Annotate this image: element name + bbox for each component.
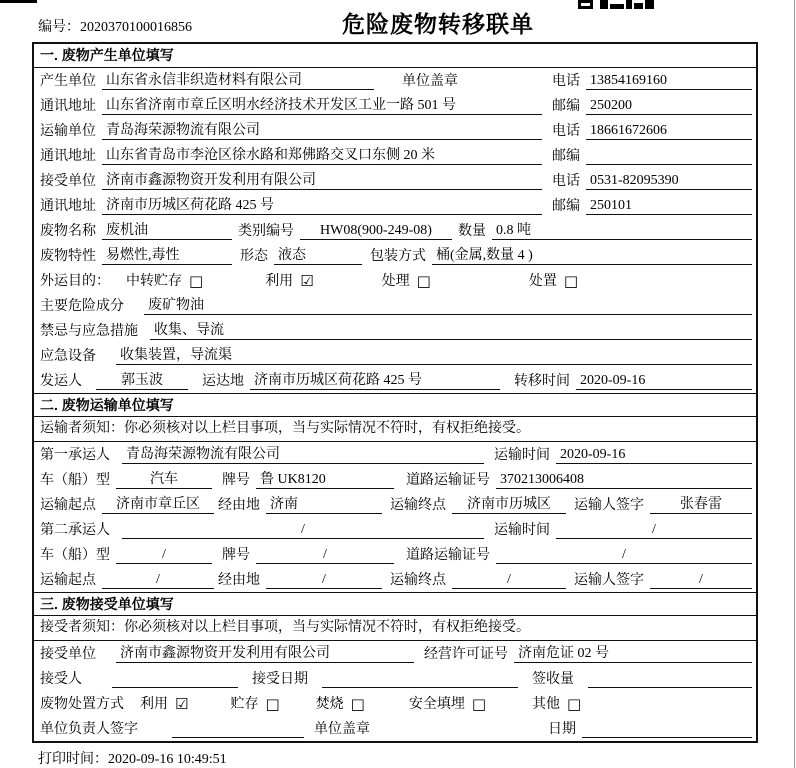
route-start-label: 运输起点 — [40, 573, 96, 588]
via-label: 经由地 — [218, 573, 260, 588]
received-qty-value — [588, 671, 752, 688]
disposal-method-label: 废物处置方式 — [40, 697, 124, 712]
checkbox-label: 贮存 — [230, 697, 259, 712]
checkbox-label: 处置 — [528, 274, 557, 289]
receiving-unit-row — [34, 641, 756, 666]
accept-date-value — [322, 671, 518, 688]
generator-label: 产生单位 — [40, 74, 96, 89]
transporter-phone-value: 18661672606 — [586, 122, 752, 140]
carrier2-value: / — [122, 521, 484, 539]
form-label: 形态 — [240, 249, 268, 264]
responsible-sign-value — [172, 721, 304, 738]
road-license-label: 道路运输证号 — [406, 548, 490, 563]
via-label: 经由地 — [218, 498, 260, 513]
unit-seal-label: 单位盖章 — [402, 74, 458, 89]
generator-zip-value: 250200 — [586, 97, 752, 115]
road-license-value: / — [496, 546, 752, 564]
permit-label: 经营许可证号 — [424, 647, 508, 662]
zip-label: 邮编 — [552, 149, 580, 164]
receiver-zip-value: 250101 — [586, 197, 752, 215]
acceptor-value — [112, 671, 238, 688]
transport-time-value: 2020-09-16 — [556, 446, 752, 464]
category-label: 类别编号 — [238, 224, 294, 239]
address-label: 通讯地址 — [40, 99, 96, 114]
via-value: / — [266, 571, 382, 589]
route-start-value: / — [102, 571, 214, 589]
receiver-notice: 接受者须知：你必须核对以上栏目事项，当与实际情况不符时，有权拒绝接受。 — [34, 616, 756, 641]
checkbox-icon: □ — [416, 272, 431, 290]
destination-label: 运达地 — [202, 374, 244, 389]
plate-value: 鲁 UK8120 — [256, 471, 394, 489]
transporter-address-row — [34, 143, 756, 168]
packing-label: 包装方式 — [370, 249, 426, 264]
carrier1-row — [34, 442, 756, 467]
waste-traits-label: 废物特性 — [40, 249, 96, 264]
dispatcher-value: 郭玉波 — [96, 372, 188, 390]
checkbox-other — [532, 695, 581, 713]
checkbox-icon: □ — [567, 695, 582, 713]
checkbox-utilize — [140, 695, 188, 713]
vehicle-type-label: 车（船）型 — [40, 473, 110, 488]
checkbox-dispose — [529, 272, 578, 290]
receiver-value: 济南市鑫源物资开发利用有限公司 — [102, 172, 542, 190]
zip-label: 邮编 — [552, 199, 580, 214]
transport-time-value: / — [556, 521, 752, 539]
generator-address-row — [34, 93, 756, 118]
route-end-label: 运输终点 — [390, 573, 446, 588]
acceptor-label: 接受人 — [40, 672, 82, 687]
page-title: 危险废物转移联单 — [342, 11, 534, 37]
route1-row — [34, 492, 756, 517]
receiving-unit-value: 济南市鑫源物资开发利用有限公司 — [116, 645, 414, 663]
page-corner-mark — [0, 0, 37, 3]
main-hazard-row — [34, 293, 756, 318]
waste-name-value: 废机油 — [102, 222, 232, 240]
permit-value: 济南危证 02 号 — [514, 645, 752, 663]
document-number-label: 编号： — [38, 20, 80, 35]
route-end-value: / — [452, 571, 566, 589]
receiver-phone-value: 0531-82095390 — [586, 172, 752, 190]
responsible-sign-label: 单位负责人签字 — [40, 722, 138, 737]
plate-value: / — [256, 546, 394, 564]
phone-label: 电话 — [552, 74, 580, 89]
waste-traits-value: 易燃性,毒性 — [102, 247, 232, 265]
main-hazard-label: 主要危险成分 — [40, 299, 124, 314]
checkbox-label: 安全填埋 — [408, 697, 465, 712]
section1-header: 一. 废物产生单位填写 — [34, 44, 756, 68]
print-time-label: 打印时间： — [38, 752, 108, 767]
carrier2-row — [34, 517, 756, 542]
dispatcher-label: 发运人 — [40, 374, 82, 389]
plate-label: 牌号 — [222, 548, 250, 563]
waste-name-label: 废物名称 — [40, 224, 96, 239]
route-start-value: 济南市章丘区 — [102, 496, 214, 514]
taboo-row — [34, 318, 756, 343]
address-label: 通讯地址 — [40, 149, 96, 164]
road-license-label: 道路运输证号 — [406, 473, 490, 488]
emergency-equipment-label: 应急设备 — [40, 349, 96, 364]
checkbox-label: 利用 — [140, 697, 168, 712]
waste-name-row — [34, 218, 756, 243]
print-time-value: 2020-09-16 10:49:51 — [108, 752, 227, 767]
checkbox-landfill — [409, 695, 486, 713]
generator-value: 山东省永信非织造材料有限公司 — [102, 72, 374, 90]
route-end-value: 济南市历城区 — [452, 496, 566, 514]
via-value: 济南 — [266, 496, 382, 514]
generator-address-value: 山东省济南市章丘区明水经济技术开发区工业一路 501 号 — [102, 97, 542, 115]
packing-value: 桶(金属,数量 4 ) — [432, 247, 752, 265]
accept-date-label: 接受日期 — [252, 672, 308, 687]
emergency-equipment-value: 收集装置，导流渠 — [116, 347, 752, 365]
transporter-address-value: 山东省青岛市李沧区徐水路和郑佛路交叉口东侧 20 米 — [102, 147, 542, 165]
print-time — [38, 748, 227, 768]
section3-header: 三. 废物接受单位填写 — [34, 592, 756, 616]
receiving-unit-label: 接受单位 — [40, 647, 96, 662]
document-number-value: 2020370100016856 — [80, 20, 192, 35]
receiver-label: 接受单位 — [40, 174, 96, 189]
vehicle-type-label: 车（船）型 — [40, 548, 110, 563]
date-value — [582, 721, 752, 738]
generator-phone-value: 13854169160 — [586, 72, 752, 90]
checkbox-label: 其他 — [532, 697, 561, 712]
phone-label: 电话 — [552, 174, 580, 189]
signoff-row — [34, 716, 756, 741]
checkbox-storage — [230, 695, 279, 713]
form-value: 液态 — [274, 247, 362, 265]
transporter-notice: 运输者须知：你必须核对以上栏目事项，当与实际情况不符时，有权拒绝接受。 — [34, 417, 756, 442]
vehicle2-row — [34, 542, 756, 567]
checkbox-label: 焚烧 — [315, 697, 344, 712]
address-label: 通讯地址 — [40, 199, 96, 214]
checkbox-utilize — [265, 272, 313, 290]
vehicle1-row — [34, 467, 756, 492]
taboo-label: 禁忌与应急措施 — [40, 324, 138, 339]
route2-row — [34, 567, 756, 592]
transport-time-label: 运输时间 — [494, 448, 550, 463]
acceptor-row — [34, 666, 756, 691]
dispatch-row — [34, 368, 756, 393]
checkbox-label: 利用 — [265, 274, 294, 289]
waste-traits-row — [34, 243, 756, 268]
transporter-zip-value — [586, 148, 752, 165]
transporter-row — [34, 118, 756, 143]
transfer-time-label: 转移时间 — [514, 374, 570, 389]
plate-label: 牌号 — [222, 473, 250, 488]
disposal-method-row — [34, 691, 756, 716]
route-end-label: 运输终点 — [390, 498, 446, 513]
carrier-sign-value: 张春雷 — [650, 496, 752, 514]
received-qty-label: 签收量 — [532, 672, 574, 687]
checkbox-label: 中转贮存 — [126, 274, 182, 289]
taboo-value: 收集、导流 — [150, 322, 752, 340]
phone-label: 电话 — [552, 124, 580, 139]
carrier1-value: 青岛海荣源物流有限公司 — [122, 446, 484, 464]
transport-time-label: 运输时间 — [494, 523, 550, 538]
road-license-value: 370213006408 — [496, 471, 752, 489]
section2-header: 二. 废物运输单位填写 — [34, 393, 756, 417]
quantity-value: 0.8 吨 — [492, 222, 752, 240]
checkbox-icon: □ — [189, 272, 204, 290]
carrier2-label: 第二承运人 — [40, 523, 110, 538]
main-hazard-value: 废矿物油 — [144, 297, 752, 315]
quantity-label: 数量 — [458, 224, 486, 239]
page-right-edge — [794, 0, 795, 768]
checkbox-incinerate — [316, 695, 365, 713]
carrier-sign-label: 运输人签字 — [574, 498, 644, 513]
checkbox-label: 处理 — [381, 274, 410, 289]
destination-value: 济南市历城区荷花路 425 号 — [250, 372, 500, 390]
transporter-label: 运输单位 — [40, 124, 96, 139]
transporter-value: 青岛海荣源物流有限公司 — [102, 122, 542, 140]
unit-seal-label: 单位盖章 — [314, 722, 370, 737]
zip-label: 邮编 — [552, 99, 580, 114]
checkbox-icon: □ — [350, 695, 365, 713]
vehicle-type-value: 汽车 — [116, 471, 212, 489]
transfer-time-value: 2020-09-16 — [576, 372, 752, 390]
manifest-form — [32, 42, 758, 743]
checkbox-transfer-storage — [126, 272, 203, 290]
purpose-row — [34, 268, 756, 293]
receiver-address-row — [34, 193, 756, 218]
generator-row — [34, 68, 756, 93]
purpose-label: 外运目的： — [40, 274, 110, 289]
receiver-address-value: 济南市历城区荷花路 425 号 — [102, 197, 542, 215]
date-label: 日期 — [548, 722, 576, 737]
vehicle-type-value: / — [116, 546, 212, 564]
checkbox-icon: □ — [265, 695, 280, 713]
carrier-sign-label: 运输人签字 — [574, 573, 644, 588]
route-start-label: 运输起点 — [40, 498, 96, 513]
receiver-row — [34, 168, 756, 193]
carrier-sign-value: / — [650, 571, 752, 589]
category-value: HW08(900-249-08) — [300, 222, 452, 240]
checkbox-treat — [382, 272, 431, 290]
checkbox-icon: □ — [563, 272, 579, 290]
checkbox-icon: □ — [471, 695, 487, 713]
checkbox-icon: ☑ — [300, 272, 314, 290]
emergency-equipment-row — [34, 343, 756, 368]
checkbox-icon: ☑ — [175, 695, 189, 713]
carrier1-label: 第一承运人 — [40, 448, 110, 463]
